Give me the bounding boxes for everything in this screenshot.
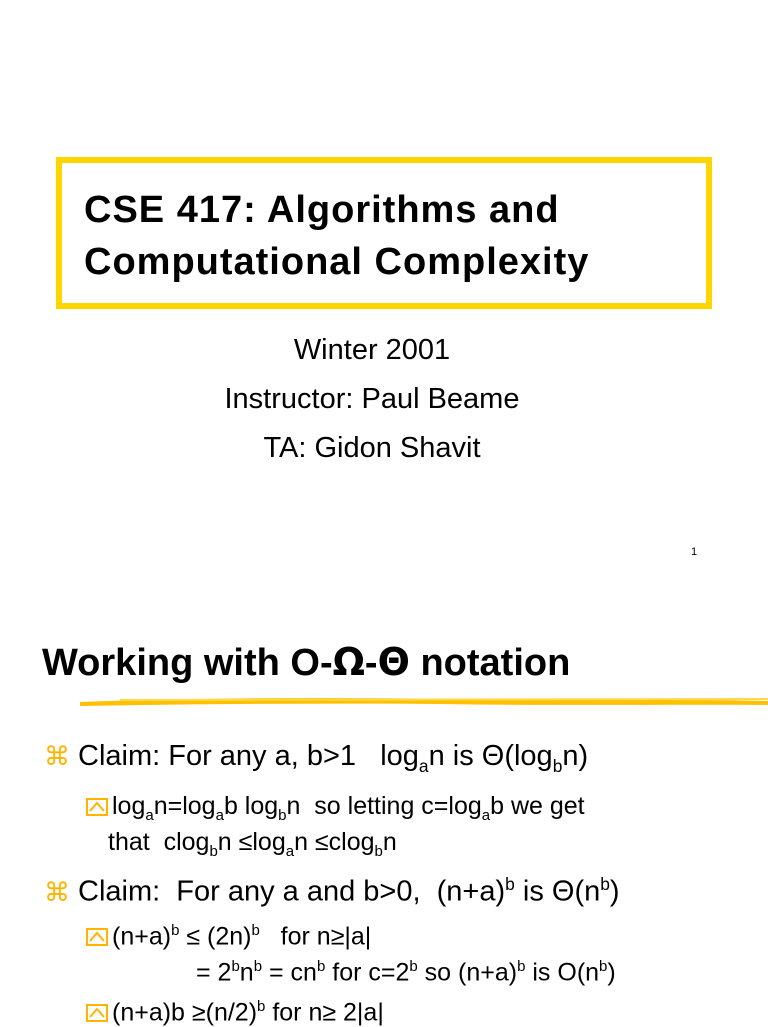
claim-2-proof-upper-2: = $2^bn^b = cn^b$ for $c=2^b$ so $(n+a)^b$ is $O(n^b)$: [196, 958, 616, 987]
notation-slide: [0, 588, 768, 1027]
yellow-box-chevron-icon: [86, 798, 108, 816]
title-line-2: Computational Complexity: [84, 241, 590, 283]
title-line-1: CSE 417: Algorithms and: [84, 189, 560, 231]
heading-underline: [80, 694, 768, 708]
command-key-icon: ⌘: [44, 741, 70, 771]
page-number: 1: [691, 546, 698, 558]
claim-1-proof-line-1: $\log_an=\log_ab$ $\log_bn$ so letting $c=\log_ab$ we get: [86, 792, 585, 824]
ta-text: TA: Gidon Shavit: [263, 432, 481, 464]
claim-2-proof-lower: $(n+a)b \ge(n/2)^b$ for n≥ 2|a|: [86, 998, 384, 1027]
claim-1: ⌘ Claim: For any a, b>1 $\log_an$ is $\Theta(\log_bn)$: [44, 740, 589, 776]
instructor-text: Instructor: Paul Beame: [224, 383, 520, 415]
claim-2-proof-upper-1: $(n+a)^b \le (2n)^b$ for n≥|a|: [86, 922, 371, 951]
title-box: [56, 157, 712, 309]
slide-heading: Working with O-Ω-Θ notation: [42, 640, 571, 684]
yellow-box-chevron-icon: [86, 928, 108, 946]
claim-1-proof-line-2: that $clog_bn \le\log_an \le clog_bn$: [108, 828, 397, 860]
claim-2: ⌘ Claim: For any a and b>0, $(n+a)^b$ is $\Theta(n^b)$: [44, 874, 620, 908]
command-key-icon: ⌘: [44, 876, 70, 907]
term-text: Winter 2001: [293, 334, 451, 366]
yellow-box-chevron-icon: [86, 1004, 108, 1022]
